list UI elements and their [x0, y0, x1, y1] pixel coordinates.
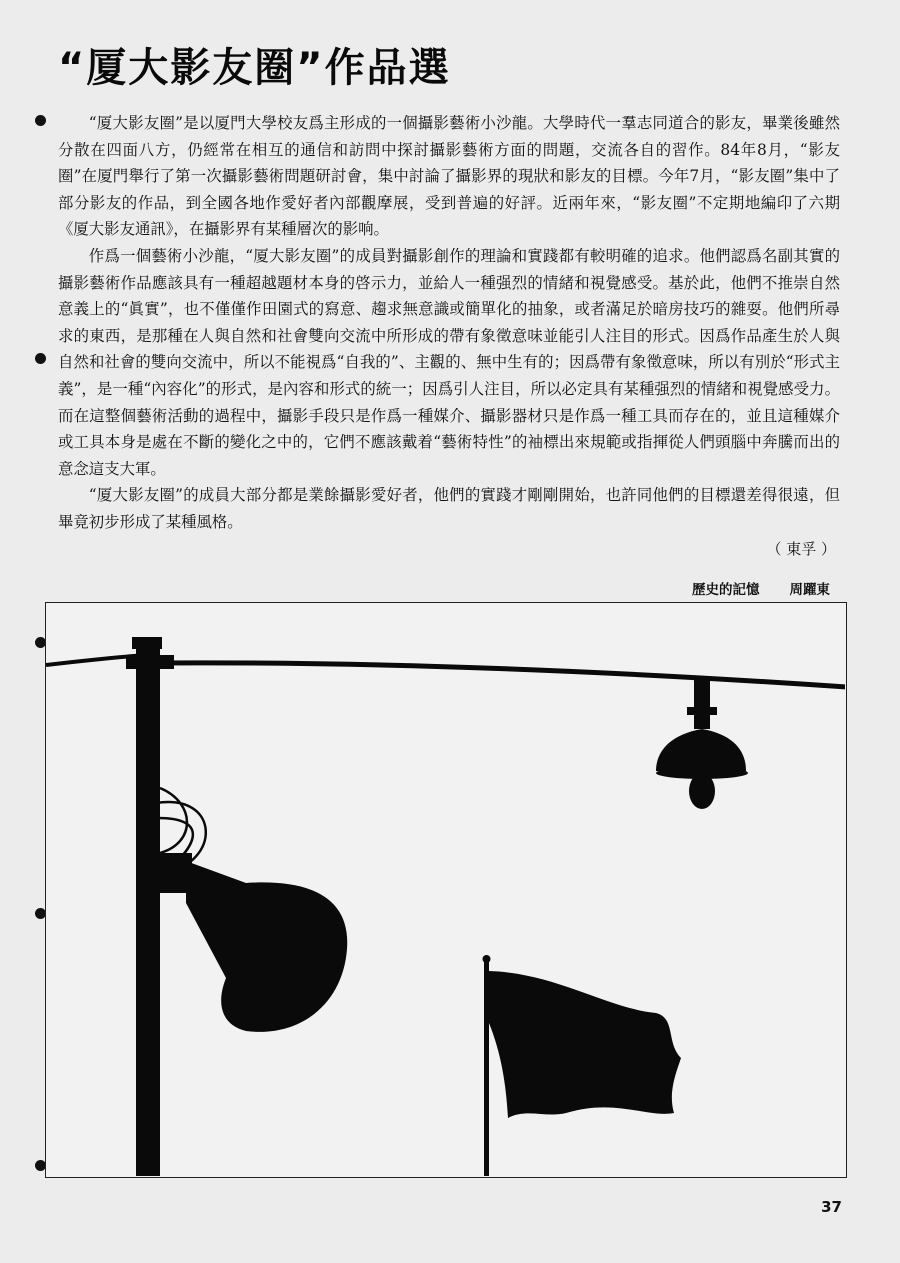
photograph-silhouette	[46, 603, 845, 1176]
article-body	[58, 110, 840, 536]
paragraph: “厦大影友圈”的成員大部分都是業餘攝影愛好者，他們的實踐才剛剛開始，也許同他們的目標還差得很遠，但畢竟初步形成了某種風格。	[58, 486, 840, 531]
flag-silhouette	[483, 955, 682, 1176]
binder-hole	[35, 353, 46, 364]
photographer-name: 周躍東	[789, 582, 830, 598]
author-signature: （ 東孚 ）	[766, 540, 836, 558]
paragraph: 作爲一個藝術小沙龍，“厦大影友圈”的成員對攝影創作的理論和實踐都有較明確的追求。他們認爲名副其實的攝影藝術作品應該具有一種超越題材本身的啓示力，並給人一種强烈的情緒和視覺感受。基於此，他們不推崇自然意義上的“眞實”，也不僅僅作田園式的寫意、趨求無意識或簡單化的抽象，或者滿足於暗房技巧的雜耍。他們所尋求的東西，是那種在人與自然和社會雙向交流中所形成的帶有象徵意味並能引人注目的形式。因爲作品產生於人與自然和社會的雙向交流中，所以不能視爲“自我的”、主觀的、無中生有的；因爲帶有象徵意味，所以有別於“形式主義”，是一種“內容化”的形式，是內容和形式的統一；因爲引人注目，所以必定具有某種强烈的情緒和視覺感受力。而在這整個藝術活動的過程中，攝影手段只是作爲一種媒介、攝影器材只是作爲一種工具而存在的，並且這種媒介或工具本身是處在不斷的變化之中的，它們不應該戴着“藝術特性”的袖標出來規範或指揮從人們頭腦中奔騰而出的意念這支大軍。	[58, 246, 840, 478]
photograph	[45, 602, 847, 1178]
loudspeaker-silhouette	[158, 853, 347, 1032]
page-number: 37	[821, 1198, 842, 1216]
street-lamp-silhouette	[656, 677, 748, 809]
utility-pole	[136, 639, 160, 1176]
photo-caption	[692, 578, 830, 598]
page-title: “厦大影友圈”作品選	[58, 45, 451, 91]
binder-hole	[35, 115, 46, 126]
paragraph: “厦大影友圈”是以厦門大學校友爲主形成的一個攝影藝術小沙龍。大學時代一羣志同道合的影友，畢業後雖然分散在四面八方，仍經常在相互的通信和訪問中探討攝影藝術方面的問題，交流各自的習作。84年8月，“影友圈”在厦門舉行了第一次攝影藝術問題研討會，集中討論了攝影界的現狀和影友的目標。今年7月，“影友圈”集中了部分影友的作品，到全國各地作愛好者內部觀摩展，受到普遍的好評。近兩年來，“影友圈”不定期地編印了六期《厦大影友通訊》，在攝影界有某種層次的影响。	[58, 114, 840, 239]
photo-title: 歷史的記憶	[692, 582, 760, 598]
